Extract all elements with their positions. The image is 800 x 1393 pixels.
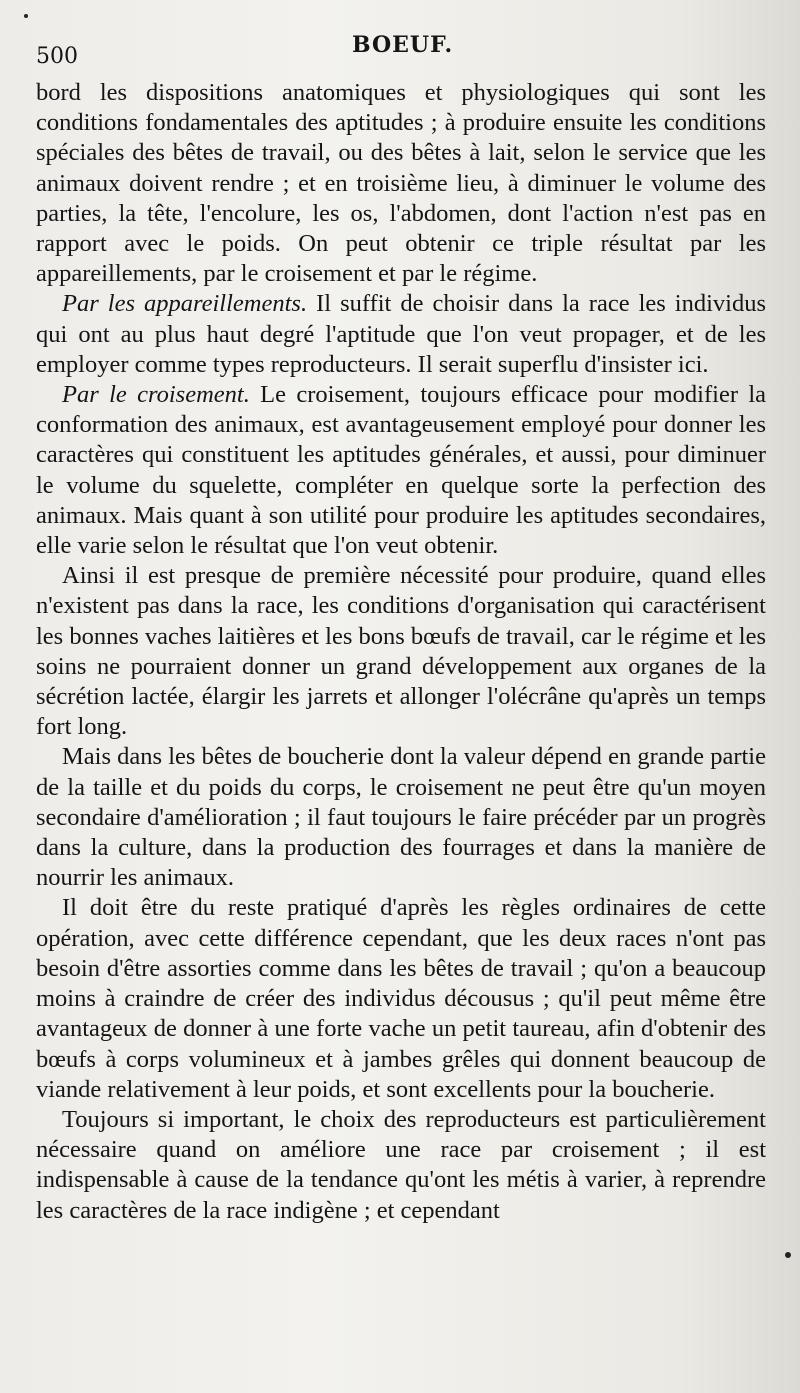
- paragraph-7: [36, 1105, 766, 1226]
- paragraph-6: [36, 893, 766, 1104]
- paragraph-1: [36, 78, 766, 289]
- ink-speck: [785, 1252, 791, 1258]
- paragraph-text: Il doit être du reste pratiqué d'après les règles ordinaires de cette opération, avec cette différence cependant, que les deux races n'ont pas besoin d'être assorties comme dans les bêtes de travail ; qu'on a beaucoup moins à craindre de créer des individus décousus ; qu'il peut même être avantageux de donner à une forte vache un petit taureau, afin d'obtenir des bœufs à corps volumineux et à jambes grêles qui donnent beaucoup de viande relativement à leur poids, et sont excellents pour la boucherie.: [36, 894, 766, 1103]
- section-lead: Par les appareillements.: [62, 290, 308, 318]
- paragraph-text: Il suffit de choisir dans la race les individus qui ont au plus haut degré l'aptitude que l'on veut propager, et de les employer comme types reproducteurs. Il serait superflu d'insister ici.: [36, 290, 767, 378]
- running-head: BOEUF.: [352, 32, 454, 58]
- paragraph-text: Ainsi il est presque de première nécessité pour produire, quand elles n'existent pas dans la race, les conditions d'organisation qui caractérisent les bonnes vaches laitières et les bons bœufs de travail, car le régime et les soins ne pourraient donner un grand développement aux organes de la sécrétion lactée, élargir les jarrets et allonger l'olécrâne qu'après un temps fort long.: [36, 562, 766, 741]
- paragraph-4: [36, 561, 766, 742]
- paragraph-text: Toujours si important, le choix des reproducteurs est particulièrement nécessaire quand on améliore une race par croisement ; il est indispensable à cause de la tendance qu'ont les métis à varier, à reprendre les caractères de la race indigène ; et cependant: [36, 1105, 766, 1224]
- paragraph-text: Le croisement, toujours efficace pour modifier la conformation des animaux, est avantageusement employé pour donner les caractères qui constituent les aptitudes générales, et aussi, pour diminuer le volume du squelette, compléter en quelque sorte la perfection des animaux. Mais quant à son utilité pour produire les aptitudes secondaires, elle varie selon le résultat que l'on veut obtenir.: [36, 381, 767, 560]
- page-header: [0, 30, 800, 80]
- section-lead: Par le croisement.: [62, 381, 250, 409]
- paragraph-text: Mais dans les bêtes de boucherie dont la valeur dépend en grande partie de la taille et du poids du corps, le croisement ne peut être qu'un moyen secondaire d'amélioration ; il faut toujours le faire précéder par un progrès dans la culture, dans la production des fourrages et dans la manière de nourrir les animaux.: [36, 743, 766, 892]
- ink-speck: [24, 14, 28, 18]
- paragraph-5: [36, 742, 766, 893]
- body-text: [36, 78, 766, 1226]
- paragraph-text: bord les dispositions anatomiques et physiologiques qui sont les conditions fondamentales des aptitudes ; à produire ensuite les conditions spéciales des bêtes de travail, ou des bêtes à lait, selon le service que les animaux doivent rendre ; et en troisième lieu, à diminuer le volume des parties, la tête, l'encolure, les os, l'abdomen, dont l'action n'est pas en rapport avec le poids. On peut obtenir ce triple résultat par les appareillements, par le croisement et par le régime.: [36, 79, 766, 288]
- page-number: 500: [36, 44, 78, 69]
- paragraph-3: [36, 380, 766, 561]
- paragraph-2: [36, 289, 766, 380]
